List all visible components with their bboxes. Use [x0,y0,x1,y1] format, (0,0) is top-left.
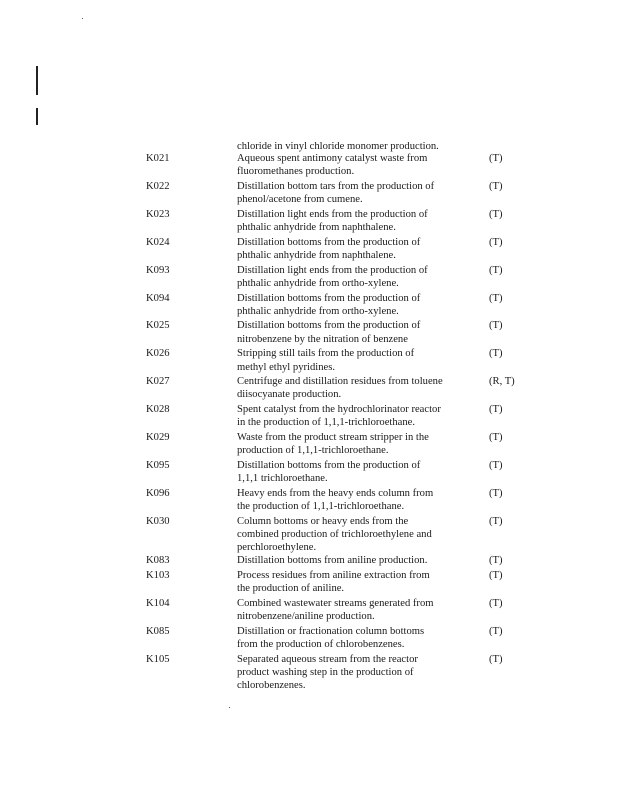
waste-description: Spent catalyst from the hydrochlorinator reactor in the production of 1,1,1-trichloroethane. [237,404,441,429]
hazard-code: (T) [489,487,503,499]
waste-row [0,375,619,401]
hazard-code: (T) [489,236,503,248]
waste-description: Stripping still tails from the production of methyl ethyl pyridines. [237,348,415,373]
waste-row [0,625,619,651]
waste-description: Distillation or fractionation column bottoms from the production of chlorobenzenes. [237,625,425,651]
waste-description: Column bottoms or heavy ends from the combined production of trichloroethylene and perchloroethylene. [237,515,432,554]
waste-row [0,264,619,290]
waste-row [0,554,619,567]
hazard-code: (T) [489,292,503,304]
hazard-code: (T) [489,625,503,637]
waste-code: K029 [146,432,170,444]
waste-description: Heavy ends from the heavy ends column from the production of 1,1,1-trichloroethane. [237,487,434,513]
hazard-code: (T) [489,570,503,582]
hazard-code: (T) [489,320,503,332]
hazard-code: (T) [489,153,503,164]
waste-code: K095 [146,459,170,471]
waste-code: K103 [146,570,170,582]
scan-speck-top [82,18,83,19]
continuation-text: chloride in vinyl chloride monomer production. [237,141,439,152]
waste-code: K024 [146,236,170,248]
waste-description: Distillation bottoms from the production of phthalic anhydride from ortho-xylene. [237,292,421,317]
waste-code: K105 [146,653,170,665]
hazard-code: (T) [489,208,503,220]
waste-description: Distillation bottom tars from the production of phenol/acetone from cumene. [237,180,435,206]
waste-code: K085 [146,625,170,637]
waste-row [0,152,619,178]
waste-row [0,347,619,373]
waste-description: Distillation bottoms from the production of phthalic anhydride from naphthalene. [237,236,421,261]
waste-code: K022 [146,180,170,192]
waste-code: K093 [146,264,170,276]
waste-code: K027 [146,376,170,388]
waste-row [0,515,619,555]
waste-description: Distillation bottoms from the production of nitrobenzene by the nitration of benzene [237,320,421,345]
waste-row [0,431,619,457]
waste-code: K026 [146,348,170,360]
waste-code: K030 [146,515,170,527]
waste-list [0,152,619,694]
waste-code: K104 [146,598,170,609]
scan-speck-bottom [229,707,230,708]
waste-row [0,292,619,318]
waste-code: K025 [146,320,170,332]
waste-row [0,319,619,345]
hazard-code: (T) [489,598,503,609]
hazard-code: (R, T) [489,376,515,388]
waste-description: Combined wastewater streams generated from nitrobenzene/aniline production. [237,598,434,623]
waste-description: Separated aqueous stream from the reactor product washing step in the production of chlorobenzenes. [237,653,418,692]
hazard-code: (T) [489,653,503,665]
waste-description: Distillation bottoms from the production of 1,1,1 trichloroethane. [237,459,421,485]
waste-row [0,459,619,485]
waste-row [0,653,619,693]
waste-description: Process residues from aniline extraction from the production of aniline. [237,570,430,595]
waste-description: Distillation light ends from the production of phthalic anhydride from naphthalene. [237,208,428,234]
waste-row [0,569,619,595]
waste-row [0,403,619,429]
hazard-code: (T) [489,432,503,444]
waste-description: Distillation bottoms from aniline production. [237,555,428,567]
hazard-code: (T) [489,348,503,360]
waste-description: Aqueous spent antimony catalyst waste from fluoromethanes production. [237,153,428,178]
waste-code: K094 [146,292,170,304]
waste-description: Waste from the product stream stripper in the production of 1,1,1-trichloroethane. [237,432,429,457]
hazard-code: (T) [489,555,503,567]
hazard-code: (T) [489,459,503,471]
waste-row [0,597,619,623]
waste-row [0,208,619,234]
hazard-code: (T) [489,264,503,276]
waste-code: K083 [146,555,170,567]
margin-mark-upper [36,66,38,95]
hazard-code: (T) [489,180,503,192]
waste-row [0,487,619,513]
waste-description: Distillation light ends from the production of phthalic anhydride from ortho-xylene. [237,264,428,289]
waste-code: K028 [146,404,170,416]
margin-mark-lower [36,108,38,125]
waste-row [0,180,619,206]
hazard-code: (T) [489,404,503,416]
hazard-code: (T) [489,515,503,527]
waste-code: K023 [146,208,170,220]
waste-description: Centrifuge and distillation residues from toluene diisocyanate production. [237,376,443,401]
waste-code: K021 [146,153,170,164]
waste-code: K096 [146,487,170,499]
waste-row [0,236,619,262]
